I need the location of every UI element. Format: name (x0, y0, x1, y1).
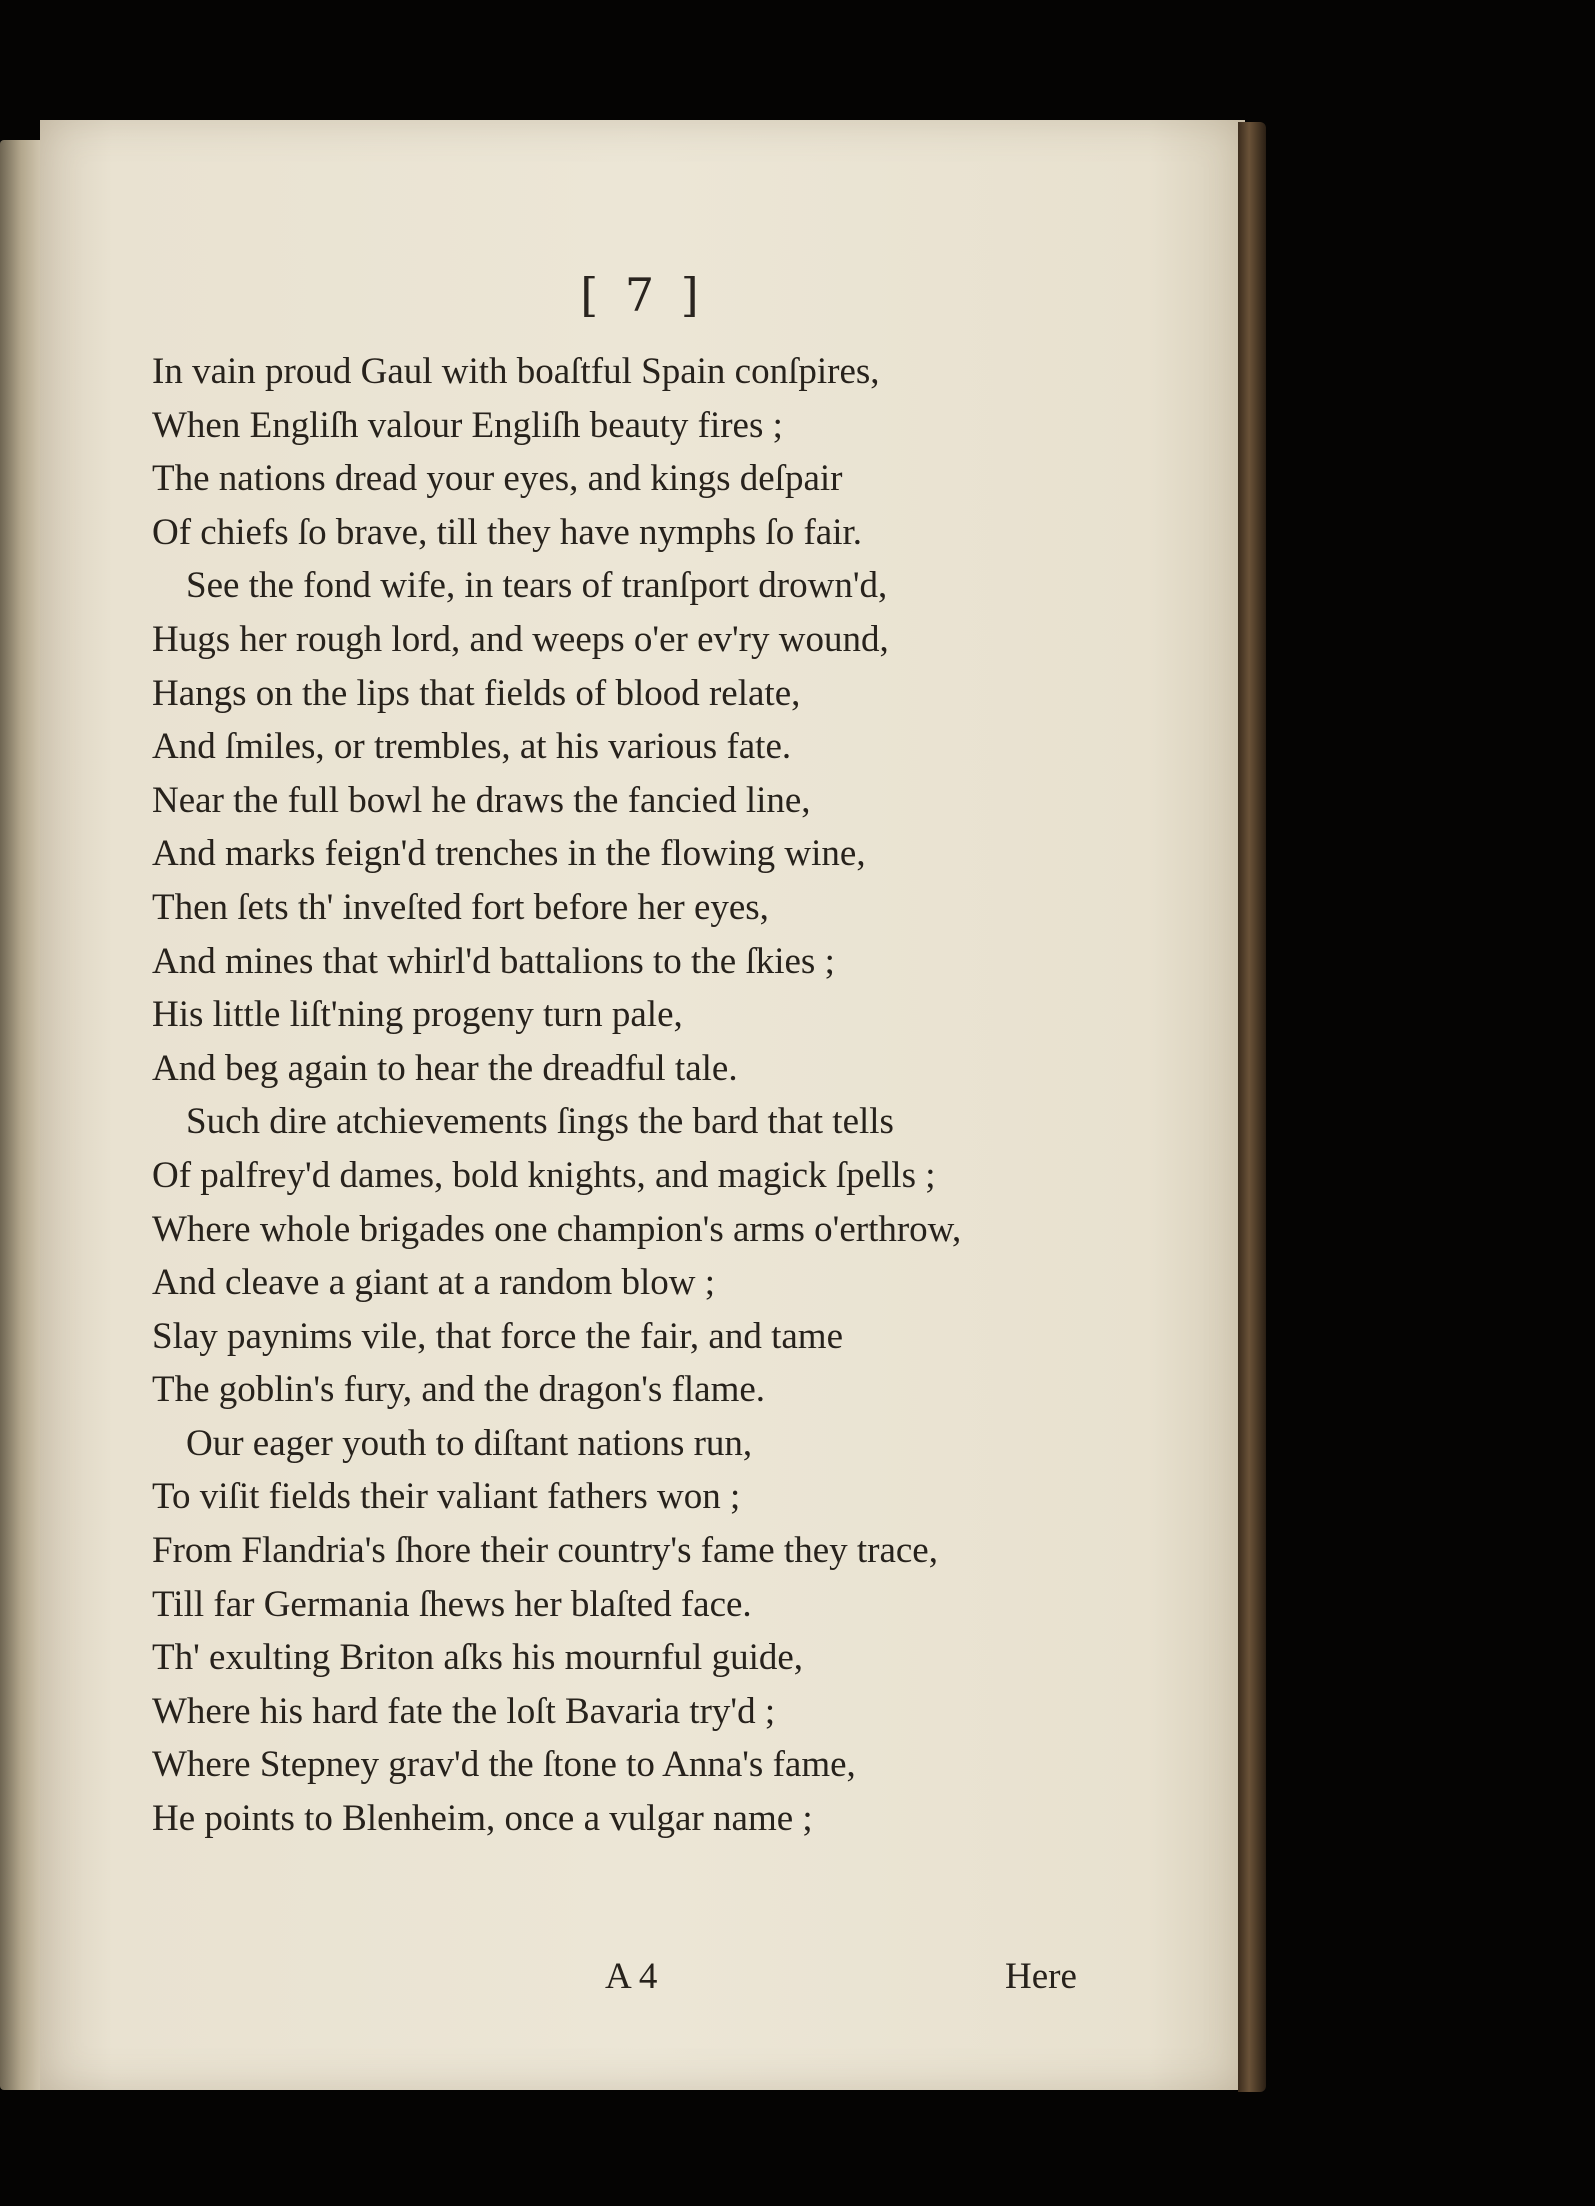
poem-line: He points to Blenheim, once a vulgar name ; (152, 1798, 813, 1840)
poem-line: See the fond wife, in tears of tranſport drown'd, (186, 565, 888, 607)
poem-line: And cleave a giant at a random blow ; (152, 1262, 716, 1304)
book-cover-edge (1238, 122, 1266, 2092)
signature-mark: A 4 (605, 1956, 658, 1997)
poem-line: From Flandria's ſhore their country's fame they trace, (152, 1530, 938, 1572)
poem-line: His little liſt'ning progeny turn pale, (152, 994, 683, 1036)
poem-line: Near the full bowl he draws the fancied line, (152, 779, 811, 821)
page-number: [ 7 ] (580, 268, 705, 322)
poem-line: Where Stepney grav'd the ſtone to Anna's fame, (152, 1744, 856, 1786)
poem-line: And beg again to hear the dreadful tale. (152, 1047, 738, 1089)
poem-line: Hugs her rough lord, and weeps o'er ev'ry wound, (152, 618, 889, 660)
poem-line: Of palfrey'd dames, bold knights, and magick ſpells ; (152, 1154, 936, 1196)
poem-line: When Engliſh valour Engliſh beauty fires ; (152, 404, 783, 446)
poem-line: In vain proud Gaul with boaſtful Spain conſpires, (152, 351, 880, 392)
poem-line: And marks feign'd trenches in the flowing wine, (152, 833, 866, 875)
poem-line: Of chiefs ſo brave, till they have nymphs ſo fair. (152, 511, 863, 553)
poem-line: The goblin's fury, and the dragon's flame. (152, 1369, 766, 1411)
poem-line: Then ſets th' inveſted fort before her eyes, (152, 886, 769, 928)
poem-line: Our eager youth to diſtant nations run, (186, 1422, 753, 1464)
poem-line: Where whole brigades one champion's arms o'erthrow, (152, 1208, 962, 1250)
catchword: Here (1005, 1956, 1077, 1997)
poem-line: And mines that whirl'd battalions to the ſkies ; (152, 940, 835, 982)
poem-line: And ſmiles, or trembles, at his various fate. (152, 726, 792, 768)
book-page (40, 120, 1245, 2090)
poem-line: Th' exulting Briton aſks his mournful guide, (152, 1637, 804, 1679)
poem-text (152, 345, 1192, 1846)
poem-line: Where his hard fate the loſt Bavaria try'd ; (152, 1690, 776, 1732)
poem-line: Till far Germania ſhews her blaſted face. (152, 1583, 752, 1625)
poem-line: Slay paynims vile, that force the fair, and tame (152, 1315, 844, 1357)
poem-line: Hangs on the lips that fields of blood relate, (152, 672, 801, 714)
page-footer (40, 1955, 1245, 2015)
poem-line: The nations dread your eyes, and kings deſpair (152, 458, 843, 500)
poem-line: To viſit fields their valiant fathers won ; (152, 1476, 741, 1518)
poem-line: Such dire atchievements ſings the bard that tells (186, 1101, 894, 1143)
